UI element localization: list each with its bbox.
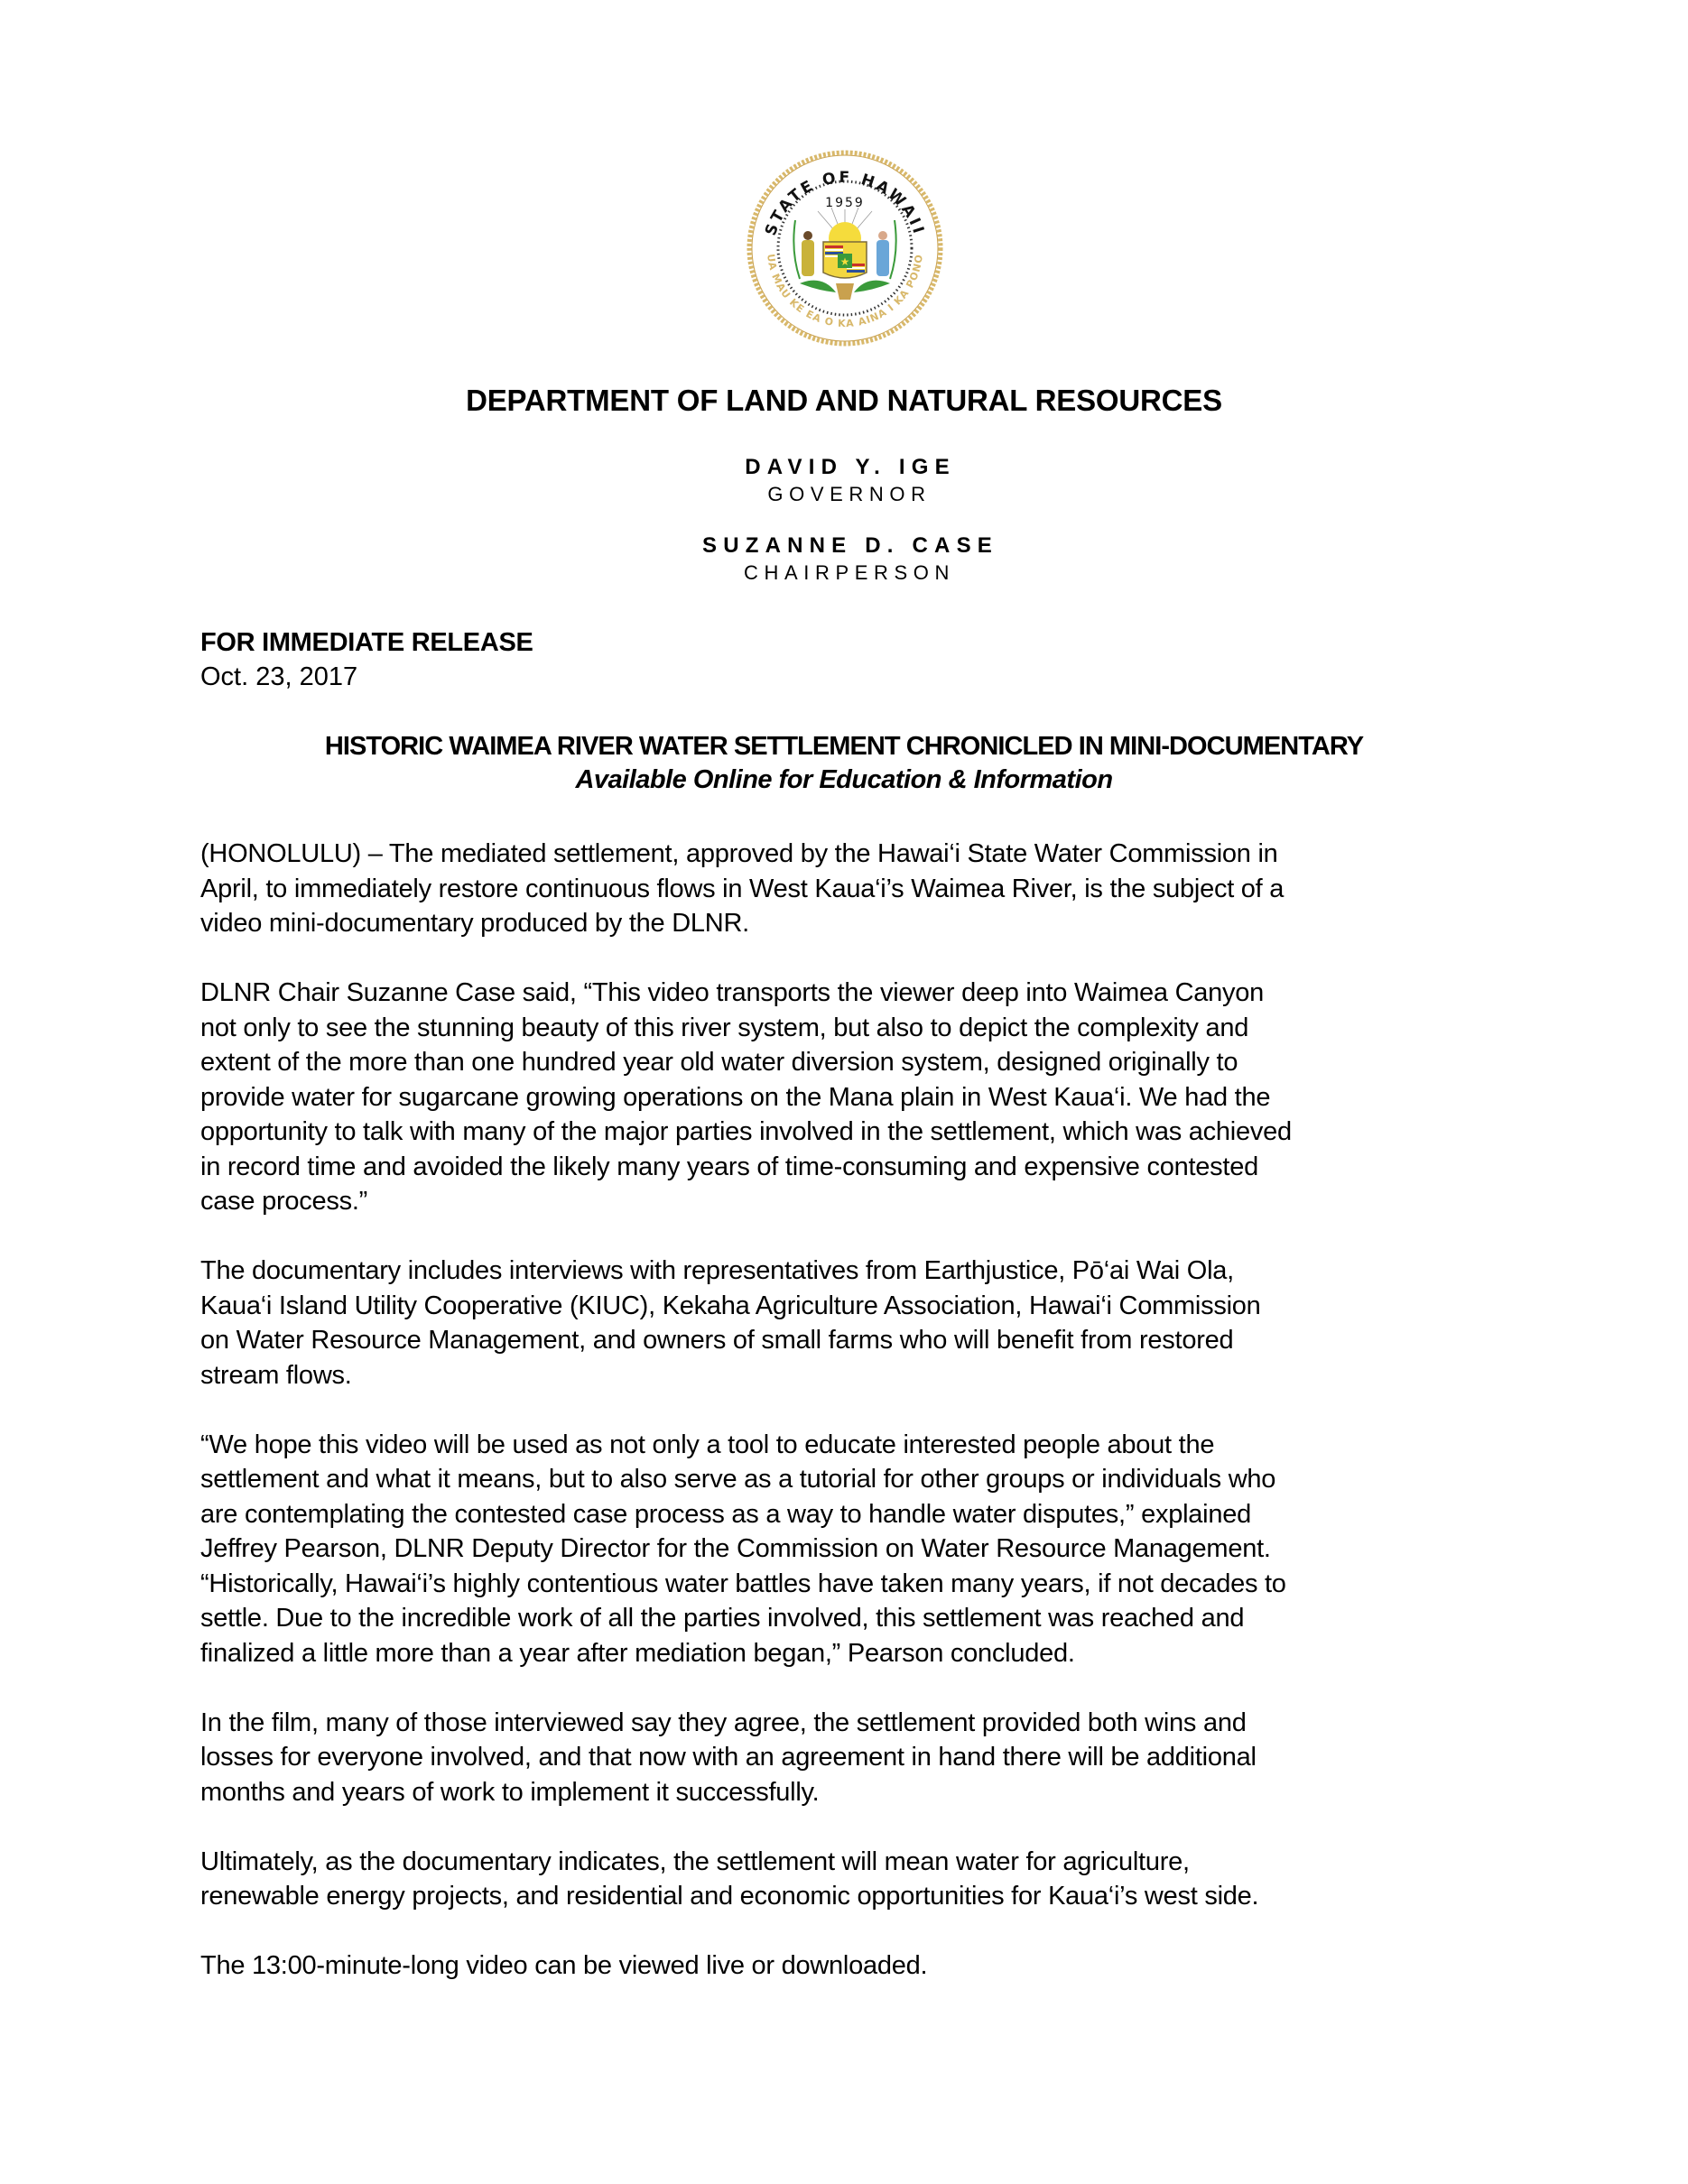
text-line: The documentary includes interviews with representatives from Earthjustice, Pō‘ai Wai Ola, bbox=[200, 1256, 1234, 1285]
release-label: FOR IMMEDIATE RELEASE bbox=[200, 628, 533, 657]
press-release-body bbox=[200, 837, 1509, 2018]
svg-text:★: ★ bbox=[839, 255, 850, 268]
paragraph-film bbox=[200, 1706, 1509, 1810]
headline: HISTORIC WAIMEA RIVER WATER SETTLEMENT CHRONICLED IN MINI-DOCUMENTARY bbox=[324, 732, 1364, 761]
governor-name: DAVID Y. IGE bbox=[745, 455, 956, 479]
text-line: video mini-documentary produced by the DLNR. bbox=[200, 909, 749, 938]
text-line: April, to immediately restore continuous flows in West Kaua‘i’s Waimea River, is the subject of a bbox=[200, 874, 1285, 903]
paragraph-ultimately bbox=[200, 1845, 1509, 1914]
text-line: In the film, many of those interviewed say they agree, the settlement provided both wins and bbox=[200, 1707, 1247, 1737]
svg-text:1959: 1959 bbox=[825, 196, 865, 210]
paragraph-pearson-quote bbox=[200, 1428, 1509, 1671]
text-line: Jeffrey Pearson, DLNR Deputy Director for the Commission on Water Resource Management. bbox=[200, 1534, 1271, 1563]
paragraph-interviews bbox=[200, 1254, 1509, 1393]
text-line: The 13:00-minute-long video can be viewed live or downloaded. bbox=[200, 1951, 928, 1980]
text-line: “Historically, Hawai‘i’s highly contentious water battles have taken many years, if not decades to bbox=[200, 1569, 1286, 1598]
text-line: stream flows. bbox=[200, 1360, 352, 1390]
text-line: renewable energy projects, and residential and economic opportunities for Kaua‘i’s west side. bbox=[200, 1882, 1259, 1911]
text-line: “We hope this video will be used as not only a tool to educate interested people about the bbox=[200, 1430, 1215, 1459]
text-line: provide water for sugarcane growing operations on the Mana plain in West Kaua‘i. We had the bbox=[200, 1082, 1271, 1112]
text-line: (HONOLULU) – The mediated settlement, approved by the Hawai‘i State Water Commission in bbox=[200, 839, 1278, 868]
chairperson-name: SUZANNE D. CASE bbox=[701, 533, 999, 558]
department-title: DEPARTMENT OF LAND AND NATURAL RESOURCES bbox=[466, 384, 1222, 417]
text-line: DLNR Chair Suzanne Case said, “This video transports the viewer deep into Waimea Canyon bbox=[200, 978, 1265, 1007]
text-line: finalized a little more than a year after mediation began,” Pearson concluded. bbox=[200, 1638, 1075, 1668]
text-line: extent of the more than one hundred year old water diversion system, designed originally to bbox=[200, 1048, 1238, 1077]
governor-title: GOVERNOR bbox=[767, 483, 932, 505]
subheadline: Available Online for Education & Information bbox=[575, 765, 1113, 794]
svg-text:STATE OF HAWAII: STATE OF HAWAII bbox=[762, 168, 928, 238]
text-line: losses for everyone involved, and that now with an agreement in hand there will be additional bbox=[200, 1743, 1257, 1772]
chairperson-title: CHAIRPERSON bbox=[744, 561, 955, 584]
state-of-hawaii-seal-icon bbox=[746, 148, 944, 348]
paragraph-chair-quote bbox=[200, 976, 1509, 1219]
text-line: on Water Resource Management, and owners of small farms who will benefit from restored bbox=[200, 1326, 1234, 1355]
text-line: opportunity to talk with many of the major parties involved in the settlement, which was achieved bbox=[200, 1117, 1292, 1146]
text-line: Kaua‘i Island Utility Cooperative (KIUC), Kekaha Agriculture Association, Hawai‘i Commission bbox=[200, 1291, 1261, 1320]
text-line: months and years of work to implement it successfully. bbox=[200, 1777, 820, 1807]
text-line: in record time and avoided the likely many years of time-consuming and expensive contested bbox=[200, 1152, 1258, 1181]
text-line: settlement and what it means, but to also serve as a tutorial for other groups or individuals who bbox=[200, 1465, 1276, 1494]
paragraph-intro bbox=[200, 837, 1509, 941]
text-line: settle. Due to the incredible work of all the parties involved, this settlement was reached and bbox=[200, 1604, 1245, 1633]
seal-graphic bbox=[746, 148, 944, 348]
text-line: are contemplating the contested case process as a way to handle water disputes,” explained bbox=[200, 1499, 1251, 1529]
release-date: Oct. 23, 2017 bbox=[200, 662, 358, 691]
paragraph-video-availability bbox=[200, 1948, 1509, 1984]
text-line: Ultimately, as the documentary indicates, the settlement will mean water for agriculture, bbox=[200, 1846, 1190, 1876]
svg-text:UA MAU KE EA O KA AINA I KA PO: UA MAU KE EA O KA AINA I KA PONO bbox=[765, 253, 925, 330]
text-line: case process.” bbox=[200, 1187, 368, 1216]
text-line: not only to see the stunning beauty of this river system, but also to depict the complexity and bbox=[200, 1013, 1249, 1042]
